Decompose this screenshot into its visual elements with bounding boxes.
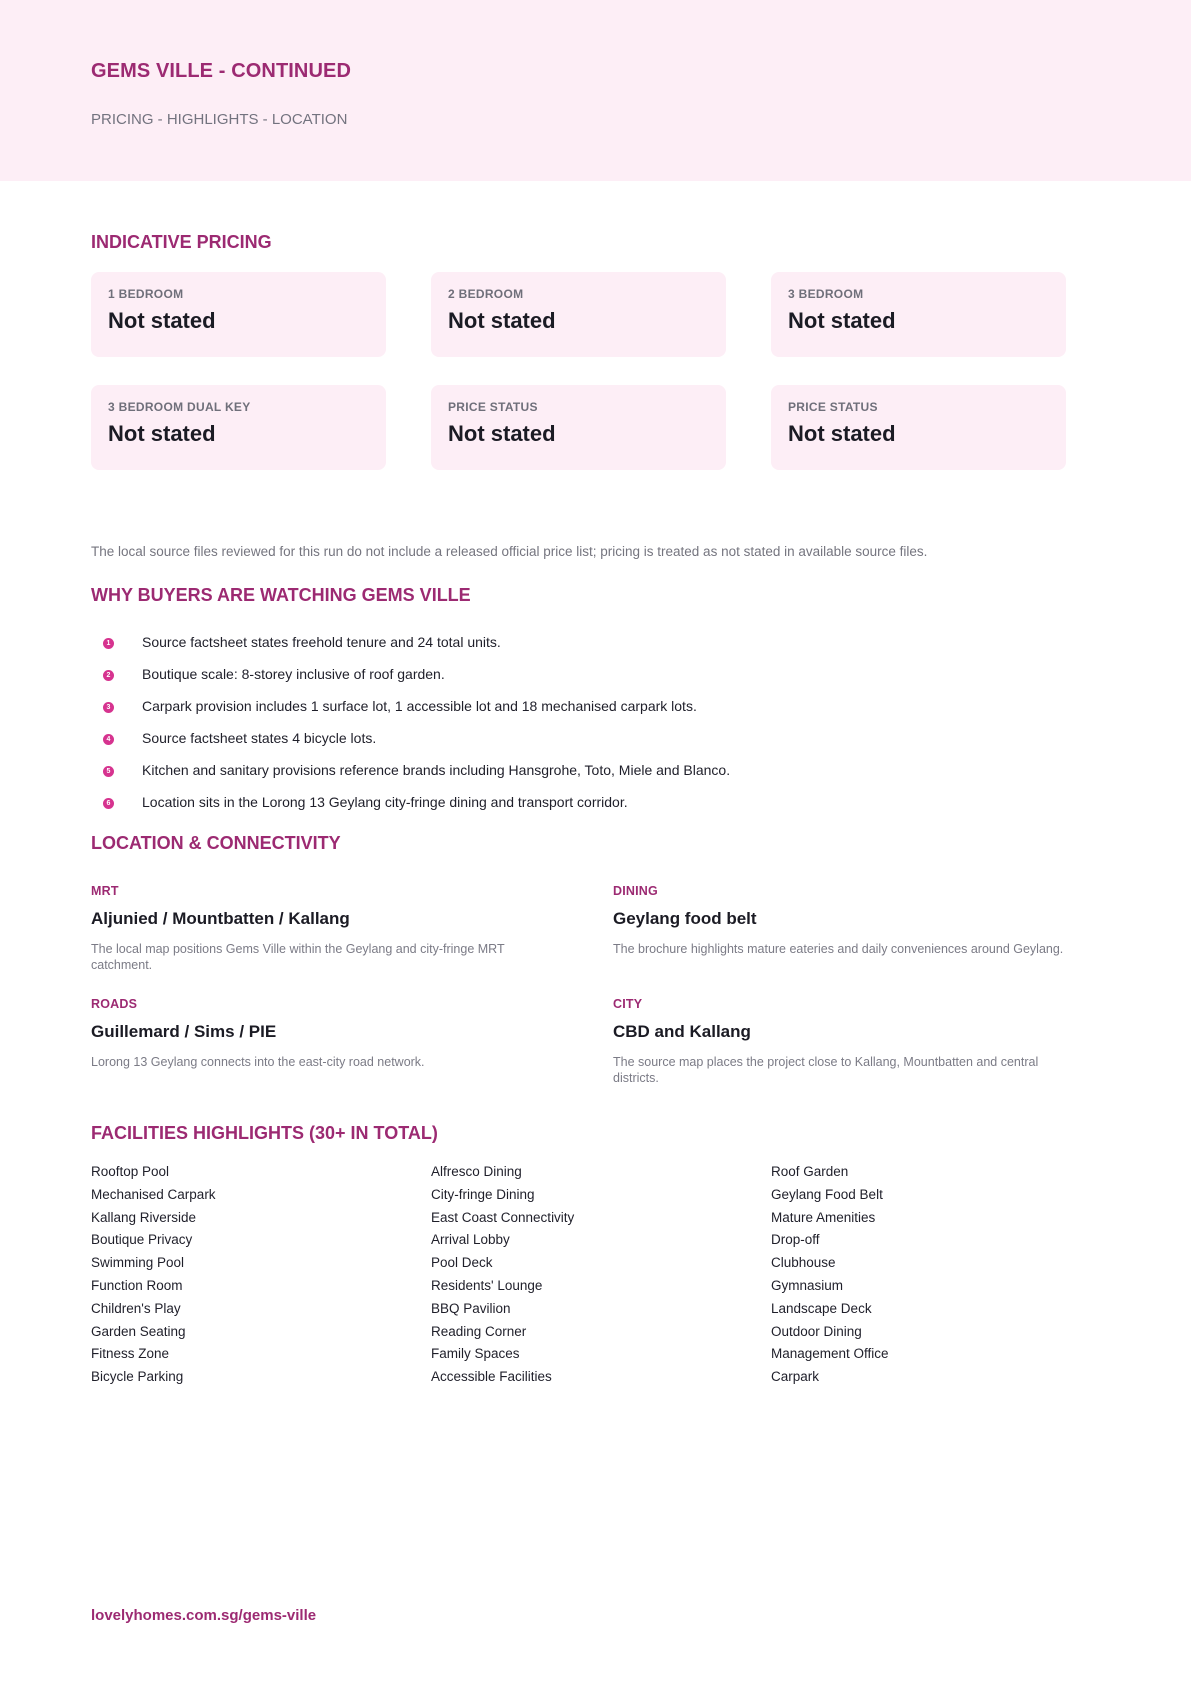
price-card-1-bedroom [91, 272, 386, 357]
highlight-text: Boutique scale: 8-storey inclusive of roof garden. [142, 666, 445, 682]
price-card-3-bedroom [771, 272, 1066, 357]
location-category: DINING [613, 884, 658, 898]
list-item: East Coast Connectivity [431, 1209, 575, 1225]
price-card-label: 3 BEDROOM [788, 287, 864, 301]
list-item [91, 632, 1091, 664]
price-card-label: 2 BEDROOM [448, 287, 524, 301]
number-bullet-icon: 2 [103, 670, 114, 681]
number-bullet-icon: 4 [103, 734, 114, 745]
number-bullet-icon: 6 [103, 798, 114, 809]
facilities-column-3 [771, 1164, 1071, 1392]
footer-website-link[interactable]: lovelyhomes.com.sg/gems-ville [91, 1607, 317, 1624]
list-item: Pool Deck [431, 1255, 493, 1271]
number-bullet-icon: 1 [103, 638, 114, 649]
location-item-roads [91, 997, 551, 1070]
pricing-heading: INDICATIVE PRICING [91, 232, 272, 252]
location-item-dining [613, 884, 1073, 957]
list-item: Drop-off [771, 1232, 820, 1248]
price-card-value: Not stated [108, 421, 216, 446]
list-item: Family Spaces [431, 1346, 520, 1362]
list-item: Reading Corner [431, 1323, 527, 1339]
list-item: Boutique Privacy [91, 1232, 193, 1248]
list-item: City-fringe Dining [431, 1186, 535, 1202]
price-card-label: PRICE STATUS [788, 400, 878, 414]
list-item: Arrival Lobby [431, 1232, 510, 1248]
location-category: ROADS [91, 997, 138, 1011]
list-item [91, 792, 1091, 824]
facilities-heading: FACILITIES HIGHLIGHTS (30+ IN TOTAL) [91, 1123, 438, 1143]
list-item: Kallang Riverside [91, 1209, 197, 1225]
list-item: Garden Seating [91, 1323, 186, 1339]
list-item: Mechanised Carpark [91, 1186, 216, 1202]
price-card-label: PRICE STATUS [448, 400, 538, 414]
price-card-price-status [431, 385, 726, 470]
list-item: Swimming Pool [91, 1255, 185, 1271]
location-item-mrt [91, 884, 551, 973]
number-bullet-icon: 3 [103, 702, 114, 713]
location-name: Geylang food belt [613, 909, 757, 928]
list-item: Function Room [91, 1277, 183, 1293]
price-card-2-bedroom [431, 272, 726, 357]
highlight-text: Location sits in the Lorong 13 Geylang city-fringe dining and transport corridor. [142, 794, 628, 810]
list-item [91, 696, 1091, 728]
price-card-value: Not stated [788, 421, 896, 446]
location-category: MRT [91, 884, 119, 898]
highlight-text: Source factsheet states 4 bicycle lots. [142, 730, 377, 746]
list-item: Management Office [771, 1346, 889, 1362]
list-item: BBQ Pavilion [431, 1300, 511, 1316]
list-item [91, 664, 1091, 696]
location-name: Aljunied / Mountbatten / Kallang [91, 909, 350, 928]
location-heading: LOCATION & CONNECTIVITY [91, 833, 341, 853]
list-item: Children's Play [91, 1300, 181, 1316]
location-description: The local map positions Gems Ville within the Geylang and city-fringe MRT catchment. [91, 942, 505, 972]
list-item: Fitness Zone [91, 1346, 170, 1362]
page-title: GEMS VILLE - CONTINUED [91, 60, 351, 82]
number-bullet-icon: 5 [103, 766, 114, 777]
location-description: The source map places the project close to Kallang, Mountbatten and central districts. [613, 1055, 1039, 1085]
list-item: Alfresco Dining [431, 1164, 522, 1179]
list-item [91, 760, 1091, 792]
list-item: Mature Amenities [771, 1209, 876, 1225]
highlight-text: Carpark provision includes 1 surface lot, 1 accessible lot and 18 mechanised carpark lots. [142, 698, 697, 714]
list-item: Gymnasium [771, 1277, 844, 1293]
highlights-list [91, 632, 1091, 824]
list-item [91, 728, 1091, 760]
list-item: Landscape Deck [771, 1300, 872, 1316]
list-item: Accessible Facilities [431, 1369, 552, 1385]
page-header [0, 0, 1191, 181]
location-item-city [613, 997, 1073, 1086]
list-item: Geylang Food Belt [771, 1186, 883, 1202]
list-item: Carpark [771, 1369, 820, 1385]
facilities-column-2 [431, 1164, 731, 1392]
price-card-3-bedroom-dual-key [91, 385, 386, 470]
price-card-value: Not stated [788, 308, 896, 333]
highlight-text: Source factsheet states freehold tenure and 24 total units. [142, 634, 501, 650]
price-card-value: Not stated [448, 308, 556, 333]
location-description: Lorong 13 Geylang connects into the east-city road network. [91, 1055, 425, 1069]
price-card-value: Not stated [108, 308, 216, 333]
price-card-price-status-2 [771, 385, 1066, 470]
location-name: Guillemard / Sims / PIE [91, 1022, 277, 1041]
list-item: Clubhouse [771, 1255, 836, 1271]
price-card-label: 3 BEDROOM DUAL KEY [108, 400, 251, 414]
highlight-text: Kitchen and sanitary provisions reference brands including Hansgrohe, Toto, Miele and Blanco. [142, 762, 731, 778]
highlights-heading: WHY BUYERS ARE WATCHING GEMS VILLE [91, 585, 471, 605]
pricing-note: The local source files reviewed for this run do not include a released official price list; pricing is treated as not stated in available source files. [91, 544, 928, 559]
page-subtitle: PRICING - HIGHLIGHTS - LOCATION [91, 111, 348, 128]
list-item: Roof Garden [771, 1164, 849, 1179]
facilities-column-1 [91, 1164, 391, 1392]
list-item: Bicycle Parking [91, 1369, 184, 1385]
location-category: CITY [613, 997, 643, 1011]
list-item: Rooftop Pool [91, 1164, 170, 1179]
location-name: CBD and Kallang [613, 1022, 751, 1041]
list-item: Outdoor Dining [771, 1323, 862, 1339]
list-item: Residents' Lounge [431, 1277, 543, 1293]
price-card-value: Not stated [448, 421, 556, 446]
location-description: The brochure highlights mature eateries and daily conveniences around Geylang. [613, 942, 1064, 956]
price-card-label: 1 BEDROOM [108, 287, 184, 301]
